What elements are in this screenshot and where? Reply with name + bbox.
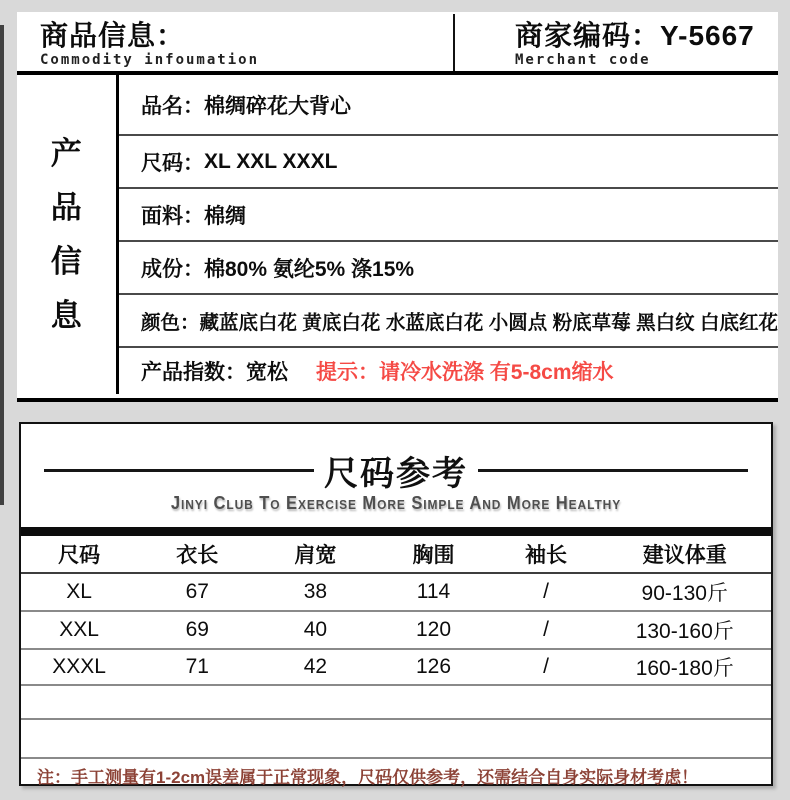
header-bust: 胸围 — [412, 544, 455, 567]
cell: 67 — [185, 580, 209, 603]
cell: 90-130斤 — [641, 582, 728, 605]
cell: XXL — [59, 618, 99, 641]
side-label-char: 产 — [50, 136, 82, 171]
commodity-info-subtitle: Commodity infoumation — [40, 52, 260, 68]
cell: / — [543, 618, 549, 641]
row-value: 藏蓝底白花 黄底白花 水蓝底白花 小圆点 粉底草莓 黑白纹 白底红花 — [199, 311, 778, 334]
row-size — [119, 136, 778, 189]
size-reference-panel — [19, 422, 773, 786]
row-product-index — [119, 348, 778, 394]
cell: XL — [66, 580, 92, 603]
header-weight: 建议体重 — [642, 544, 727, 567]
side-label-char: 息 — [50, 298, 82, 333]
row-composition — [119, 242, 778, 295]
side-label-char: 品 — [50, 190, 82, 225]
cell: 69 — [185, 618, 209, 641]
row-label: 颜色： — [140, 311, 200, 334]
row-colors — [119, 295, 778, 348]
header-sleeve: 袖长 — [525, 544, 567, 567]
merchant-code-value: 商家编码：Y-5667 — [515, 20, 755, 51]
size-reference-title-row — [21, 452, 771, 493]
cell: / — [543, 580, 549, 603]
cell: 38 — [303, 580, 328, 603]
cell: 71 — [185, 655, 209, 678]
header-size: 尺码 — [58, 544, 101, 567]
row-product-name — [119, 75, 778, 136]
row-value: 棉80% 氨纶5% 涤15% — [203, 257, 415, 281]
header-shoulder: 肩宽 — [294, 544, 337, 567]
measurement-note-row — [21, 759, 771, 788]
row-label: 面料： — [140, 204, 204, 228]
size-reference-subtitle: Jinyi Club To Exercise More Simple And More Healthy — [170, 493, 622, 513]
table-row-xl — [21, 574, 771, 612]
commodity-info-sheet — [17, 12, 778, 402]
product-info-rows — [119, 75, 778, 394]
commodity-info-title: 商品信息： — [40, 20, 186, 51]
cell: 42 — [303, 655, 328, 678]
header-left — [17, 12, 453, 71]
side-label-char: 信 — [50, 244, 82, 279]
cell: 130-160斤 — [635, 620, 734, 643]
cell: 126 — [415, 655, 452, 678]
cell: 114 — [416, 580, 451, 603]
cell: / — [543, 655, 549, 678]
row-value: 宽松 — [245, 361, 288, 384]
header-right — [455, 12, 778, 71]
cell: 160-180斤 — [635, 657, 734, 680]
row-label: 产品指数： — [140, 361, 246, 384]
row-label: 品名： — [140, 94, 204, 118]
size-reference-title: 尺码参考 — [324, 455, 468, 493]
product-info-side-label — [17, 75, 116, 394]
cell: XXXL — [52, 655, 106, 678]
table-row-xxl — [21, 612, 771, 650]
product-info-table — [17, 75, 778, 394]
title-rule-right — [478, 469, 748, 472]
cell: 120 — [415, 618, 452, 641]
row-value: 棉绸碎花大背心 — [203, 94, 351, 118]
table-row-xxxl — [21, 650, 771, 686]
row-value: XL XXL XXXL — [203, 149, 338, 173]
table-empty-row — [21, 686, 771, 720]
row-value: 棉绸 — [203, 204, 246, 228]
size-table-header-row — [21, 536, 771, 574]
merchant-code-label: Merchant code — [515, 52, 651, 68]
page-edge-artifact — [0, 25, 4, 505]
table-empty-row — [21, 720, 771, 759]
table-top-bar — [21, 527, 771, 536]
header — [17, 12, 778, 71]
row-label: 成份： — [140, 257, 204, 281]
title-rule-left — [44, 469, 314, 472]
cell: 40 — [303, 618, 328, 641]
row-fabric — [119, 189, 778, 242]
row-label: 尺码： — [140, 151, 204, 175]
measurement-note: 注：手工测量有1-2cm误差属于正常现象，尺码仅供参考，还需结合自身实际身材考虑！ — [37, 768, 699, 787]
header-length: 衣长 — [176, 544, 219, 567]
wash-tip-text: 提示：请冷水洗涤 有5-8cm缩水 — [315, 361, 614, 384]
